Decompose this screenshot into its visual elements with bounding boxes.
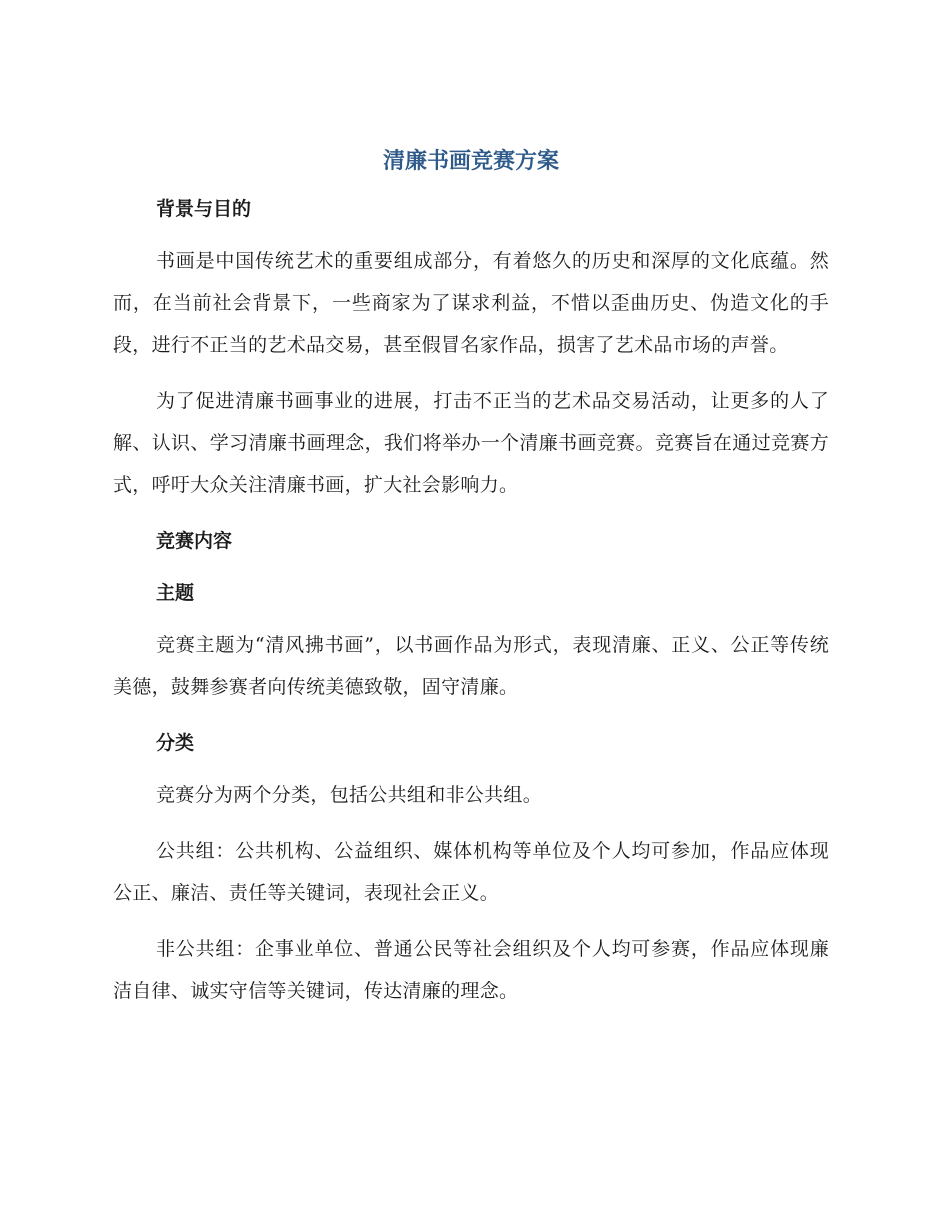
spacer — [113, 558, 829, 576]
heading-theme: 主题 — [156, 582, 195, 604]
paragraph-category-1: 竞赛分为两个分类，包括公共组和非公共组。 — [156, 784, 543, 806]
spacer — [113, 226, 829, 240]
paragraph-category-2: 公共组：公共机构、公益组织、媒体机构等单位及个人均可参加，作品应体现公正、廉洁、责任等关键词，表现社会正义。 — [113, 840, 829, 904]
spacer — [113, 610, 829, 624]
heading-background: 背景与目的 — [156, 198, 252, 220]
document-title: 清廉书画竞赛方案 — [382, 149, 559, 174]
spacer — [113, 816, 829, 830]
paragraph-background-1: 书画是中国传统艺术的重要组成部分，有着悠久的历史和深厚的文化底蕴。然而，在当前社会背景下，一些商家为了谋求利益，不惜以歪曲历史、伪造文化的手段，进行不正当的艺术品交易，甚至假冒名家作品，损害了艺术品市场的声誉。 — [113, 250, 829, 356]
spacer — [113, 760, 829, 774]
paragraph-theme: 竞赛主题为“清风拂书画”，以书画作品为形式，表现清廉、正义、公正等传统美德，鼓舞参赛者向传统美德致敬，固守清廉。 — [113, 634, 829, 698]
paragraph-category-3: 非公共组：企事业单位、普通公民等社会组织及个人均可参赛，作品应体现廉洁自律、诚实守信等关键词，传达清廉的理念。 — [113, 938, 829, 1002]
document-body — [113, 144, 829, 1012]
spacer — [113, 366, 829, 380]
paragraph-background-2: 为了促进清廉书画事业的进展，打击不正当的艺术品交易活动，让更多的人了解、认识、学习清廉书画理念，我们将举办一个清廉书画竞赛。竞赛旨在通过竞赛方式，呼吁大众关注清廉书画，扩大社会影响力。 — [113, 390, 829, 496]
heading-category: 分类 — [156, 732, 195, 754]
heading-content: 竞赛内容 — [156, 530, 233, 552]
spacer — [113, 914, 829, 928]
spacer — [113, 506, 829, 524]
spacer — [113, 708, 829, 726]
